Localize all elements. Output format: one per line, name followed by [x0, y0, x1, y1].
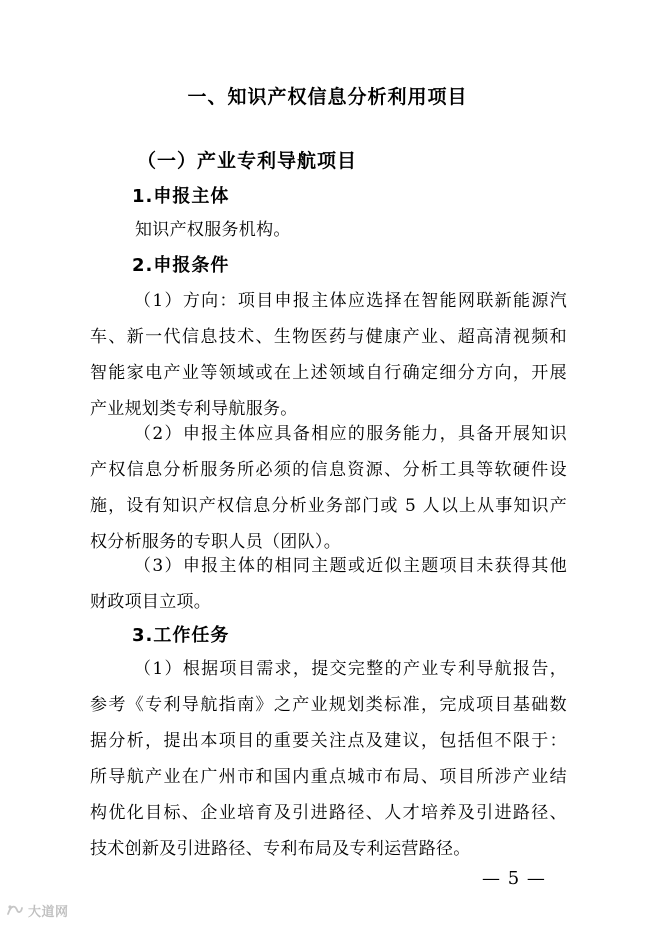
paragraph-line: 所导航产业在广州市和国内重点城市布局、项目所涉产业结	[90, 767, 567, 787]
section-2-title: 2.申报条件	[132, 255, 230, 276]
condition-2-paragraph	[90, 416, 567, 560]
condition-1-paragraph	[90, 283, 567, 427]
paragraph-line: 产权信息分析服务所必须的信息资源、分析工具等软硬件设	[90, 460, 567, 480]
paragraph-line: 智能家电产业等领域或在上述领域自行确定细分方向，开展	[90, 363, 567, 383]
page-number: — 5 —	[482, 868, 546, 889]
section-1-title: 1.申报主体	[132, 186, 230, 207]
paragraph-line: （1）方向：项目申报主体应选择在智能网联新能源汽	[134, 291, 567, 311]
section-3-title: 3.工作任务	[132, 625, 230, 646]
paragraph-line: 据分析，提出本项目的重要关注点及建议，包括但不限于：	[90, 731, 567, 751]
paragraph-line: （1）根据项目需求，提交完整的产业专利导航报告，	[134, 659, 567, 679]
paragraph-line: 财政项目立项。	[90, 592, 212, 612]
paragraph-line: 构优化目标、企业培育及引进路径、人才培养及引进路径、	[90, 803, 567, 823]
paragraph-line: 知识产权服务机构。	[135, 220, 291, 240]
task-1-paragraph	[90, 651, 567, 867]
watermark	[6, 900, 69, 920]
section-1-body	[135, 212, 291, 248]
heading-2: （一）产业专利导航项目	[137, 150, 358, 172]
paragraph-line: 权分析服务的专职人员（团队）。	[90, 532, 341, 552]
paragraph-line: 车、新一代信息技术、生物医药与健康产业、超高清视频和	[90, 327, 567, 347]
watermark-text: 大道网	[28, 904, 69, 920]
paragraph-line: 参考《专利导航指南》之产业规划类标准，完成项目基础数	[90, 695, 567, 715]
paragraph-line: 技术创新及引进路径、专利布局及专利运营路径。	[90, 839, 471, 859]
paragraph-line: 施，设有知识产权信息分析业务部门或 5 人以上从事知识产	[90, 496, 567, 516]
paragraph-line: （3）申报主体的相同主题或近似主题项目未获得其他	[134, 556, 567, 576]
heading-1: 一、知识产权信息分析利用项目	[187, 86, 468, 108]
watermark-logo-icon	[6, 903, 24, 917]
condition-3-paragraph	[90, 548, 567, 620]
paragraph-line: （2）申报主体应具备相应的服务能力，具备开展知识	[134, 424, 567, 444]
paragraph-line: 产业规划类专利导航服务。	[90, 399, 298, 419]
